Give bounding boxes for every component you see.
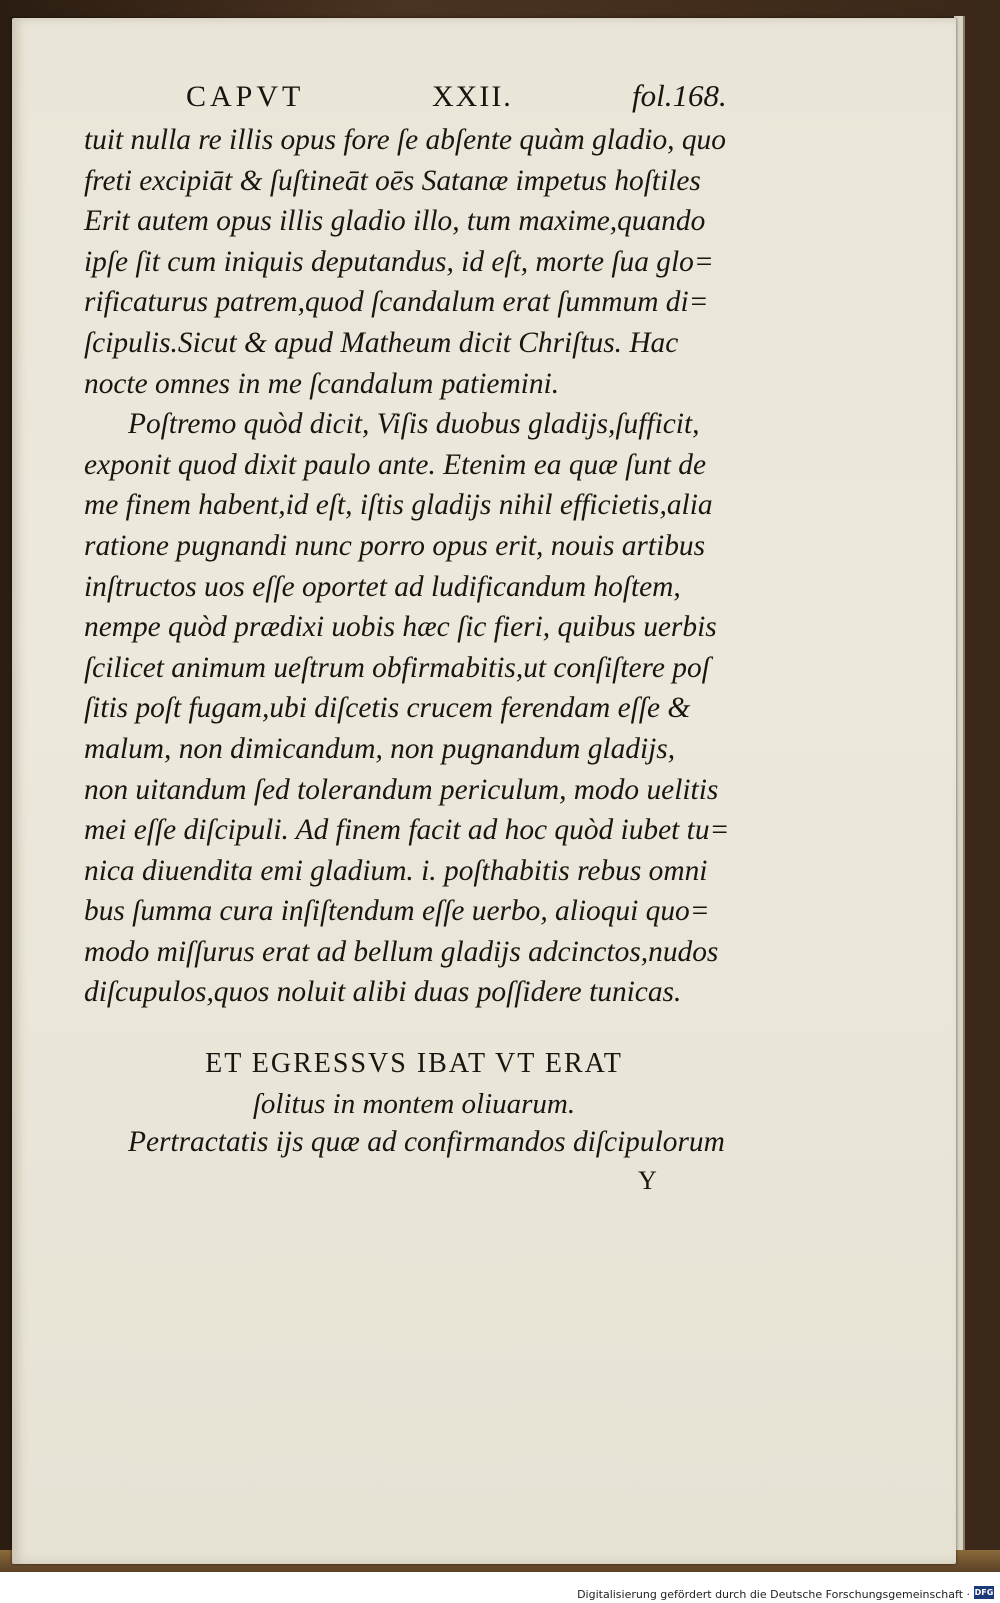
text-line: ſitis poſt fugam,ubi diſcetis crucem ferendam eſſe & [84,692,691,725]
text-line: nica diuendita emi gladium. i. poſthabitis rebus omni [84,854,708,887]
running-head-chapter: XXII. [432,80,513,113]
text-line: mei eſſe diſcipuli. Ad finem facit ad hoc quòd iubet tu= [84,814,730,847]
text-line: ſcilicet animum ueſtrum obfirmabitis,ut conſiſtere poſ [84,651,710,684]
folio-number: fol.168. [632,78,727,113]
text-line: exponit quod dixit paulo ante. Etenim ea quæ ſunt de [84,448,706,481]
text-line: me finem habent,id eſt, iſtis gladijs nihil efficietis,alia [84,489,713,522]
text-line: inſtructos uos eſſe oportet ad ludificandum hoſtem, [84,570,681,603]
lemma-heading [84,1044,744,1124]
text-line: Erit autem opus illis gladio illo, tum maxime,quando [84,205,706,238]
digitization-credit: Digitalisierung gefördert durch die Deutsche Forschungsgemeinschaft · [577,1588,970,1601]
text-line: bus ſumma cura inſiſtendum eſſe uerbo, alioqui quo= [84,895,710,928]
text-line: diſcupulos,quos noluit alibi duas poſſidere tunicas. [84,976,682,1009]
text-line: malum, non dimicandum, non pugnandum gladijs, [84,732,676,765]
book-page [12,18,956,1564]
text-line: rificaturus patrem,quod ſcandalum erat ſummum di= [84,286,709,319]
text-line: tuit nulla re illis opus fore ſe abſente quàm gladio, quo [84,124,726,156]
text-line: modo miſſurus erat ad bellum gladijs adcinctos,nudos [84,935,719,968]
text-line: nocte omnes in me ſcandalum patiemini. [84,367,560,400]
text-line: Poſtremo quòd dicit, Viſis duobus gladijs,ſufficit, [128,408,700,441]
lemma-italic: ſolitus in montem oliuarum. [252,1088,576,1120]
running-head [12,78,956,118]
text-line: ſcipulis.Sicut & apud Matheum dicit Chriſtus. Hac [84,326,679,359]
lemma-caps: ET EGRESSVS IBAT VT ERAT [205,1048,623,1079]
text-line: Pertractatis ijs quæ ad confirmandos diſcipulorum [128,1126,725,1158]
text-line: non uitandum ſed tolerandum periculum, modo uelitis [84,773,719,806]
dfg-logo: DFG [974,1588,994,1597]
text-line: nempe quòd prædixi uobis hæc ſic fieri, quibus uerbis [84,611,717,644]
signature-mark: Y [638,1166,657,1195]
running-head-caput: CAPVT [186,80,305,113]
text-line: freti excipiāt & ſuſtineāt oēs Satanæ impetus hoſtiles [84,164,701,197]
text-line: ratione pugnandi nunc porro opus erit, nouis artibus [84,529,706,562]
text-line: ipſe ſit cum iniquis deputandus, id eſt, morte ſua glo= [84,245,714,278]
body-text [84,120,744,1013]
